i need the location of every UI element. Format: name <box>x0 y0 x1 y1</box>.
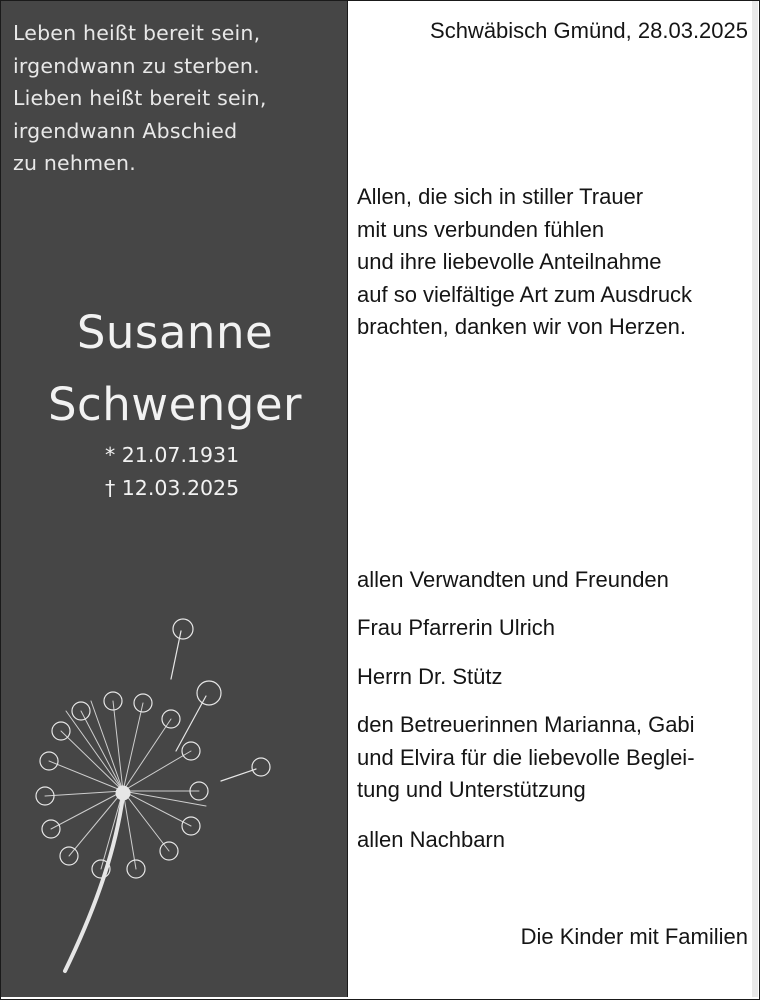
intro-line: mit uns verbunden fühlen <box>357 216 605 242</box>
thanks-recipient: allen Nachbarn <box>357 827 505 852</box>
verse-line: zu nehmen. <box>13 151 136 175</box>
intro-line: Allen, die sich in stiller Trauer <box>357 184 644 209</box>
thanks-recipient: Frau Pfarrerin Ulrich <box>357 615 556 640</box>
signature: Die Kinder mit Familien <box>520 924 748 949</box>
verse-line: Lieben heißt bereit sein, <box>13 86 267 110</box>
thanks-recipient: allen Verwandten und Freunden <box>357 567 669 592</box>
verse-line: irgendwann zu sterben. <box>13 53 260 78</box>
right-edge-strip <box>752 1 758 997</box>
thanks-recipient: tung und Unterstützung <box>357 777 586 802</box>
intro-line: und ihre liebevolle Anteilnahme <box>357 249 662 274</box>
thanks-recipient: und Elvira für die liebevolle Beglei- <box>357 744 695 770</box>
thanks-recipient: den Betreuerinnen Marianna, Gabi <box>357 712 695 737</box>
verse-line: Leben heißt bereit sein, <box>13 21 261 45</box>
thanks-recipient: Herrn Dr. Stütz <box>357 664 503 689</box>
column-divider <box>347 1 348 997</box>
verse-block <box>13 17 267 180</box>
deceased-first-name: Susanne <box>76 306 274 359</box>
intro-line: brachten, danken wir von Herzen. <box>357 314 686 339</box>
birth-date: * 21.07.1931 <box>105 443 240 467</box>
deceased-last-name: Schwenger <box>47 378 303 431</box>
verse-line: irgendwann Abschied <box>13 118 238 143</box>
intro-line: auf so vielfältige Art zum Ausdruck <box>357 281 693 307</box>
dandelion-icon <box>21 601 331 991</box>
place-date: Schwäbisch Gmünd, 28.03.2025 <box>430 18 748 43</box>
left-panel <box>1 1 347 997</box>
death-date: † 12.03.2025 <box>105 476 240 500</box>
